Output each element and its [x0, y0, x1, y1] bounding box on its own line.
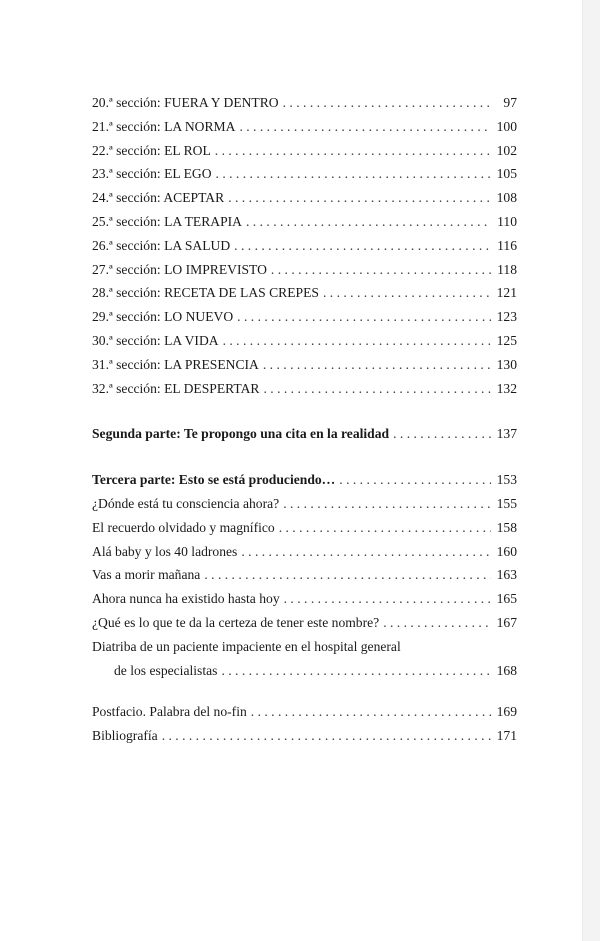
leader-dots — [241, 540, 491, 564]
leader-dots — [246, 210, 491, 234]
table-of-contents — [92, 91, 517, 748]
page-number: 116 — [497, 237, 517, 253]
page-number: 130 — [496, 356, 517, 372]
toc-entry: 24.ª sección: ACEPTAR . . . 108 — [92, 186, 517, 210]
toc-entry: 28.ª sección: RECETA DE LAS CREPES . . . 121 — [92, 281, 517, 305]
page-number: 100 — [496, 118, 517, 134]
page-number: 110 — [497, 213, 517, 229]
leader-dots — [251, 700, 491, 724]
toc-entry: Alá baby y los 40 ladrones . . . 160 — [92, 540, 517, 564]
toc-part-heading: Segunda parte: Te propongo una cita en la realidad . . . 137 — [92, 422, 517, 446]
toc-entry: ¿Qué es lo que te da la certeza de tener este nombre? . . . 167 — [92, 611, 517, 635]
page-number: 169 — [496, 704, 517, 720]
page-number: 102 — [496, 142, 517, 158]
leader-dots — [283, 492, 491, 516]
page-number: 123 — [496, 309, 517, 325]
page-number: 97 — [503, 95, 517, 110]
toc-entry: 22.ª sección: EL ROL . . . 102 — [92, 139, 517, 163]
page-number: 108 — [496, 190, 517, 206]
toc-entry: 29.ª sección: LO NUEVO . . . 123 — [92, 305, 517, 329]
toc-entry: Ahora nunca ha existido hasta hoy . . . 165 — [92, 587, 517, 611]
toc-entry: 25.ª sección: LA TERAPIA . . . 110 — [92, 210, 517, 234]
leader-dots — [339, 468, 491, 492]
leader-dots — [228, 186, 491, 210]
page-number: 121 — [496, 285, 517, 301]
leader-dots — [216, 162, 491, 186]
leader-dots — [204, 563, 491, 587]
toc-entry: 20.ª sección: FUERA Y DENTRO . . . 97 — [92, 91, 517, 115]
leader-dots — [223, 329, 491, 353]
page-number: 168 — [496, 662, 517, 678]
page-number: 105 — [496, 166, 517, 182]
leader-dots — [383, 611, 491, 635]
toc-entry: 23.ª sección: EL EGO . . . 105 — [92, 162, 517, 186]
toc-entry: ¿Dónde está tu consciencia ahora? . . . 155 — [92, 492, 517, 516]
toc-entry: Vas a morir mañana . . . 163 — [92, 563, 517, 587]
leader-dots — [393, 422, 491, 446]
leader-dots — [283, 91, 491, 115]
toc-entry: 26.ª sección: LA SALUD . . . 116 — [92, 234, 517, 258]
leader-dots — [234, 234, 491, 258]
leader-dots — [279, 516, 491, 540]
leader-dots — [271, 258, 491, 282]
toc-part-heading: Tercera parte: Esto se está produciendo… . . . 153 — [92, 468, 517, 492]
spacer — [92, 682, 517, 700]
leader-dots — [215, 139, 491, 163]
toc-entry: 31.ª sección: LA PRESENCIA . . . 130 — [92, 353, 517, 377]
leader-dots — [221, 659, 491, 683]
page-number: 158 — [496, 519, 517, 535]
toc-entry: El recuerdo olvidado y magnífico . . . 158 — [92, 516, 517, 540]
toc-entry: Bibliografía . . . 171 — [92, 724, 517, 748]
leader-dots — [263, 377, 491, 401]
page-number: 160 — [496, 543, 517, 559]
page-number: 155 — [496, 495, 517, 511]
page-number: 163 — [496, 567, 517, 583]
leader-dots — [263, 353, 491, 377]
scrollbar[interactable] — [582, 0, 600, 941]
toc-entry: 32.ª sección: EL DESPERTAR . . . 132 — [92, 377, 517, 401]
page-number: 137 — [496, 426, 517, 442]
page-number: 118 — [497, 261, 517, 277]
leader-dots — [162, 724, 491, 748]
leader-dots — [239, 115, 491, 139]
page-number: 153 — [496, 472, 517, 488]
toc-entry: Postfacio. Palabra del no-fin . . . 169 — [92, 700, 517, 724]
leader-dots — [237, 305, 491, 329]
page-number: 171 — [496, 728, 517, 744]
page-number: 132 — [496, 380, 517, 396]
toc-entry-line2: de los especialistas . . . 168 — [92, 659, 517, 683]
page-number: 165 — [496, 591, 517, 607]
leader-dots — [323, 281, 491, 305]
spacer — [92, 446, 517, 468]
toc-entry: 27.ª sección: LO IMPREVISTO . . . 118 — [92, 258, 517, 282]
toc-entry: 21.ª sección: LA NORMA . . . 100 — [92, 115, 517, 139]
leader-dots — [284, 587, 491, 611]
spacer — [92, 400, 517, 422]
toc-entry: 30.ª sección: LA VIDA . . . 125 — [92, 329, 517, 353]
page-number: 125 — [496, 332, 517, 348]
page-number: 167 — [496, 614, 517, 630]
toc-entry-line1: Diatriba de un paciente impaciente en el hospital general — [92, 638, 401, 654]
